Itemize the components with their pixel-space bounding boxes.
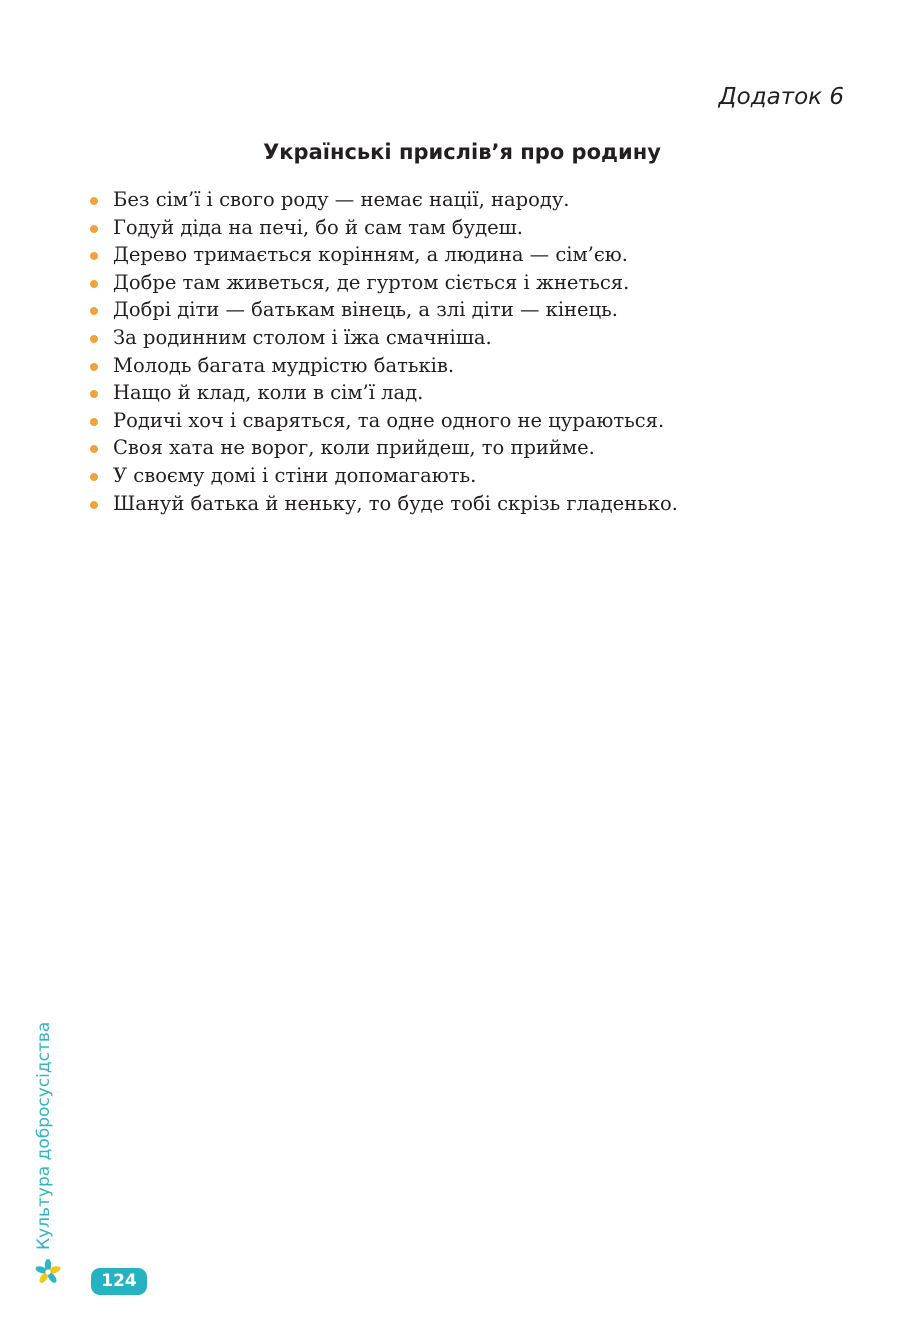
bullet-icon — [90, 280, 98, 288]
proverb-text: Годуй діда на печі, бо й сам там будеш. — [113, 215, 523, 239]
bullet-icon — [90, 445, 98, 453]
list-item — [90, 462, 850, 490]
list-item — [90, 324, 850, 352]
flower-icon — [34, 1258, 62, 1286]
bullet-icon — [90, 418, 98, 426]
proverb-list — [90, 186, 850, 517]
list-item — [90, 269, 850, 297]
proverb-text: За родинним столом і їжа смачніша. — [113, 325, 492, 349]
book-title: Культура добросусідства — [34, 1021, 54, 1250]
proverb-text: Нащо й клад, коли в сім’ї лад. — [113, 381, 424, 405]
bullet-icon — [90, 390, 98, 398]
bullet-icon — [90, 335, 98, 343]
page-title: Українські прислів’я про родину — [263, 140, 661, 164]
list-item — [90, 352, 850, 380]
bullet-icon — [90, 501, 98, 509]
list-item — [90, 296, 850, 324]
proverb-text: Дерево тримається корінням, а людина — сім’єю. — [113, 243, 628, 267]
proverb-text: Молодь багата мудрістю батьків. — [113, 353, 455, 377]
list-item — [90, 214, 850, 242]
list-item — [90, 407, 850, 435]
bullet-icon — [90, 252, 98, 260]
proverb-text: Родичі хоч і сваряться, та одне одного не цураються. — [113, 408, 665, 432]
bullet-icon — [90, 473, 98, 481]
bullet-icon — [90, 307, 98, 315]
bullet-icon — [90, 197, 98, 205]
bullet-icon — [90, 363, 98, 371]
list-item — [90, 241, 850, 269]
list-item — [90, 490, 850, 518]
list-item — [90, 434, 850, 462]
proverb-text: Своя хата не ворог, коли прийдеш, то прийме. — [113, 436, 595, 460]
page-number: 124 — [91, 1268, 147, 1295]
proverb-text: Добре там живеться, де гуртом сіється і жнеться. — [113, 270, 630, 294]
appendix-label: Додаток 6 — [718, 84, 844, 110]
proverb-text: У своєму домі і стіни допомагають. — [113, 463, 477, 487]
list-item — [90, 186, 850, 214]
bullet-icon — [90, 225, 98, 233]
list-item — [90, 379, 850, 407]
proverb-text: Без сім’ї і свого роду — немає нації, народу. — [113, 188, 570, 211]
proverb-text: Добрі діти — батькам вінець, а злі діти — кінець. — [113, 298, 618, 322]
proverb-text: Шануй батька й неньку, то буде тобі скрізь гладенько. — [113, 491, 678, 515]
